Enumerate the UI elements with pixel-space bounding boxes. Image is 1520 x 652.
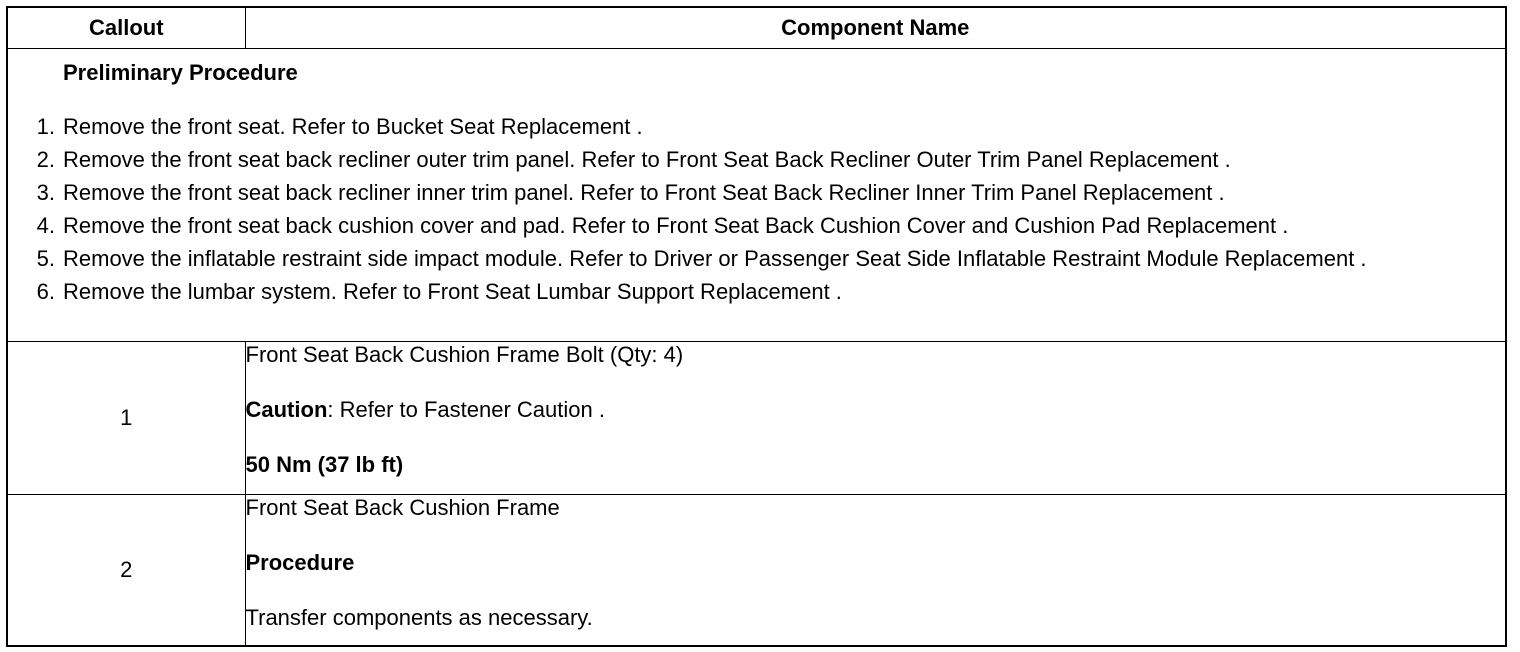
step-number: 4. — [36, 213, 55, 238]
component-name: Front Seat Back Cushion Frame — [245, 495, 560, 520]
preliminary-title: Preliminary Procedure — [63, 60, 298, 85]
list-item — [8, 211, 1505, 240]
step-text: Remove the front seat. Refer to Bucket Seat Replacement . — [63, 114, 643, 139]
step-text: Remove the front seat back recliner outer trim panel. Refer to Front Seat Back Recliner Outer Trim Panel Replacement . — [63, 147, 1231, 172]
step-text: Remove the front seat back cushion cover and pad. Refer to Front Seat Back Cushion Cover and Cushion Pad Replacement . — [63, 213, 1289, 238]
step-number: 2. — [36, 147, 55, 172]
list-item — [8, 277, 1505, 306]
list-item — [8, 145, 1505, 174]
table-row — [7, 342, 1506, 495]
caution-text: : Refer to Fastener Caution . — [327, 397, 605, 422]
list-item — [8, 244, 1505, 273]
procedure-table — [6, 6, 1507, 647]
component-cell — [245, 342, 1506, 495]
step-number: 3. — [36, 180, 55, 205]
step-text: Remove the inflatable restraint side impact module. Refer to Driver or Passenger Seat Side Inflatable Restraint Module Replacement . — [63, 246, 1367, 271]
callout-cell: 1 — [7, 342, 245, 495]
list-item — [8, 178, 1505, 207]
list-item — [8, 112, 1505, 141]
component-name: Front Seat Back Cushion Frame Bolt (Qty: 4) — [245, 342, 684, 367]
step-number: 1. — [36, 114, 55, 139]
component-cell — [245, 495, 1506, 647]
table-header-row — [7, 7, 1506, 49]
preliminary-cell — [7, 49, 1506, 342]
callout-cell: 2 — [7, 495, 245, 647]
torque-spec: 50 Nm (37 lb ft) — [245, 452, 404, 477]
preliminary-steps — [8, 112, 1505, 306]
procedure-label: Procedure — [245, 550, 355, 575]
procedure-text: Transfer components as necessary. — [245, 605, 593, 630]
table-row — [7, 495, 1506, 647]
caution-note — [246, 397, 1506, 423]
step-text: Remove the lumbar system. Refer to Front Seat Lumbar Support Replacement . — [63, 279, 842, 304]
step-number: 5. — [36, 246, 55, 271]
caution-label: Caution — [245, 397, 328, 422]
preliminary-row — [7, 49, 1506, 342]
step-text: Remove the front seat back recliner inner trim panel. Refer to Front Seat Back Recliner Inner Trim Panel Replacement . — [63, 180, 1225, 205]
header-component-name: Component Name — [245, 7, 1506, 49]
header-callout: Callout — [7, 7, 245, 49]
step-number: 6. — [36, 279, 55, 304]
